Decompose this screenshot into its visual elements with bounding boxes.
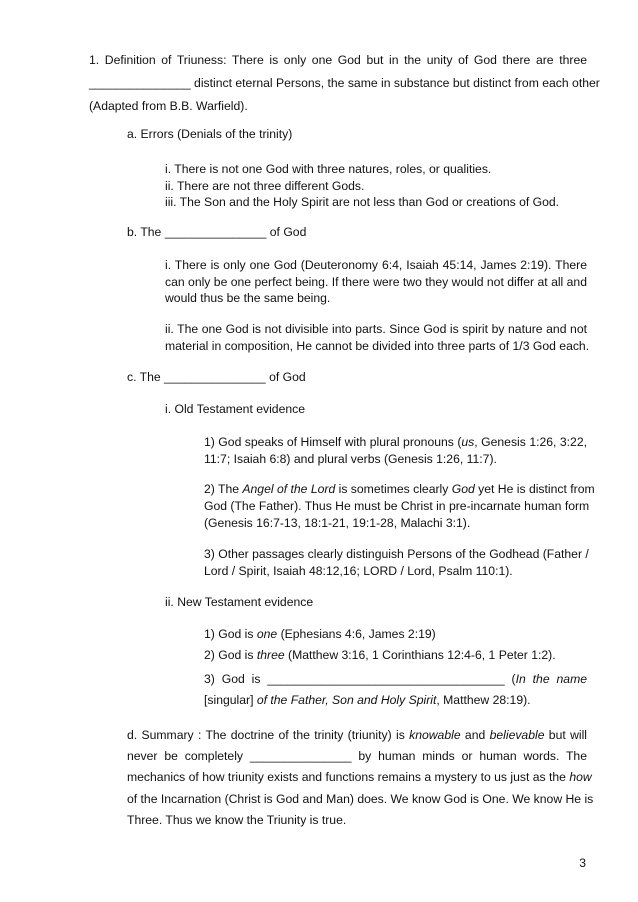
unity-p2-line-1: ii. The one God is not divisible into parts. Since God is spirit by nature and not: [165, 322, 587, 336]
ot1-line-1: 1) God speaks of Himself with plural pronouns (us, Genesis 1:26, 3:22,: [204, 435, 587, 449]
nt3-line-2: [singular] of the Father, Son and Holy Spirit, Matthew 28:19).: [204, 693, 531, 707]
nt3-line-1: 3) God is ___________________________________ (In the name: [204, 672, 587, 686]
summary-line-1: d. Summary : The doctrine of the trinity (triunity) is knowable and believable but will: [127, 728, 587, 742]
summary-line-3: mechanics of how triunity exists and functions remains a mystery to us just as the how: [127, 770, 592, 785]
ot1-line-2: 11:7; Isaiah 6:8) and plural verbs (Genesis 1:26, 11:7).: [204, 452, 497, 466]
ot-evidence-1: [204, 434, 587, 468]
definition-line-3: (Adapted from B.B. Warfield).: [89, 99, 248, 113]
unity-p1-line-1: i. There is only one God (Deuteronomy 6:4, Isaiah 45:14, James 2:19). There: [165, 258, 587, 272]
definition-line-2: _______________ distinct eternal Persons, the same in substance but distinct from each other: [89, 76, 600, 90]
unity-paragraph-1: [165, 257, 587, 307]
summary-paragraph: [127, 725, 594, 831]
definition-line-1: 1. Definition of Triuness: There is only one God but in the unity of God there are three: [89, 53, 587, 67]
errors-heading: a. Errors (Denials of the trinity): [127, 127, 293, 141]
summary-line-5: Three. Thus we know the Triunity is true.: [127, 812, 347, 827]
old-testament-heading: i. Old Testament evidence: [165, 402, 306, 416]
nt-evidence-2: 2) God is three (Matthew 3:16, 1 Corinthians 12:4-6, 1 Peter 1:2).: [204, 648, 556, 662]
nt-evidence-1: 1) God is one (Ephesians 4:6, James 2:19): [204, 627, 436, 641]
unity-p1-line-3: would thus be the same being.: [165, 291, 331, 306]
definition-paragraph: [89, 49, 600, 118]
error-item-1: i. There is not one God with three natures, roles, or qualities.: [165, 162, 492, 176]
ot3-line-2: Lord / Spirit, Isaiah 48:12,16; LORD / Lord, Psalm 110:1).: [204, 564, 513, 578]
ot2-line-2: God (The Father). Thus He must be Christ in pre-incarnate human form: [204, 499, 590, 513]
trinity-heading: c. The _______________ of God: [127, 370, 306, 384]
unity-paragraph-2: [165, 321, 590, 354]
unity-heading: b. The _______________ of God: [127, 225, 307, 239]
summary-line-4: of the Incarnation (Christ is God and Man) does. We know God is One. We know He is: [127, 791, 594, 806]
page-number: 3: [579, 856, 586, 870]
nt-evidence-3: [204, 669, 587, 711]
ot2-line-3: (Genesis 16:7-13, 18:1-21, 19:1-28, Malachi 3:1).: [204, 516, 471, 530]
errors-list: [165, 161, 559, 211]
ot-evidence-3: [204, 546, 587, 580]
error-item-2: ii. There are not three different Gods.: [165, 178, 365, 193]
error-item-3: iii. The Son and the Holy Spirit are not less than God or creations of God.: [165, 195, 560, 209]
unity-p2-line-2: material in composition, He cannot be divided into three parts of 1/3 God each.: [165, 338, 590, 353]
unity-p1-line-2: can only be one perfect being. If there were two they would not differ at all and: [165, 274, 587, 289]
ot-evidence-2: [204, 481, 595, 532]
summary-line-2: never be completely _______________ by human minds or human words. The: [127, 749, 587, 764]
new-testament-heading: ii. New Testament evidence: [165, 595, 314, 609]
ot2-line-1: 2) The Angel of the Lord is sometimes clearly God yet He is distinct from: [204, 482, 595, 496]
ot3-line-1: 3) Other passages clearly distinguish Persons of the Godhead (Father /: [204, 547, 589, 561]
